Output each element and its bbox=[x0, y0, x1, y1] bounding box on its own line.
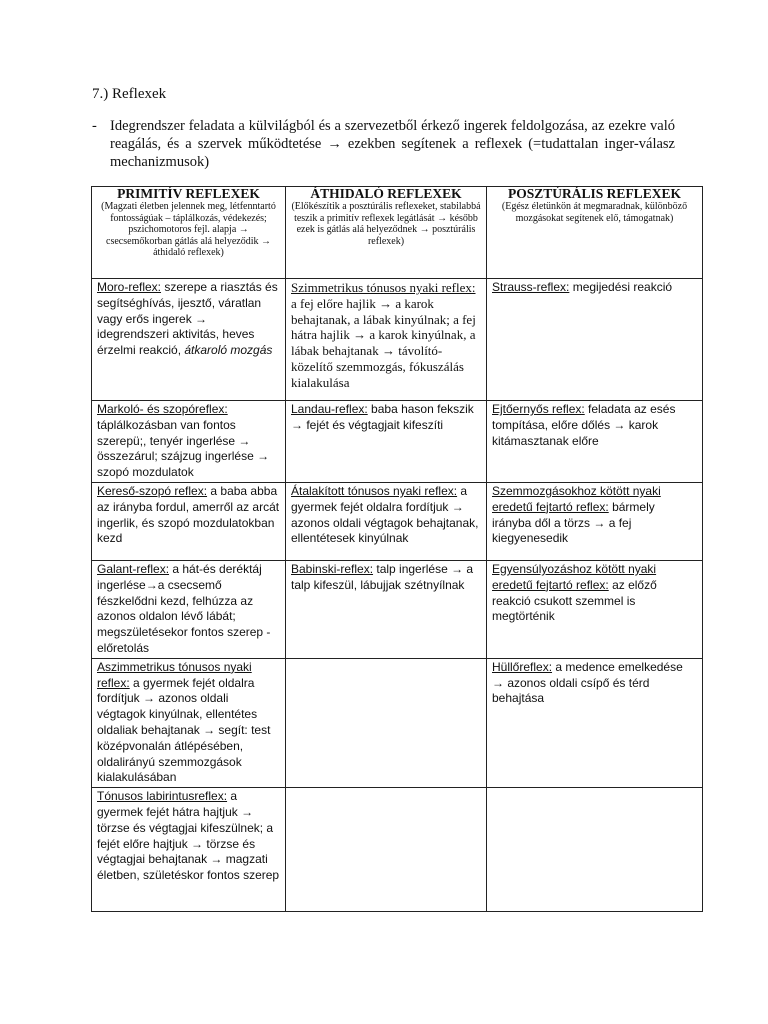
reflex-description: a medence emelkedése → azonos oldali csípő és térd behajtása bbox=[492, 659, 683, 706]
table-row bbox=[92, 658, 703, 787]
header-bridging bbox=[286, 187, 487, 279]
reflex-name: Kereső-szopó reflex: bbox=[97, 483, 208, 498]
table-cell bbox=[487, 279, 703, 401]
table-cell bbox=[286, 482, 487, 560]
table-cell bbox=[92, 482, 286, 560]
table-cell bbox=[92, 401, 286, 483]
section-heading: 7.) Reflexek bbox=[92, 86, 167, 102]
header-primitive bbox=[92, 187, 286, 279]
reflex-name: Szemmozgásokhoz kötött nyaki eredetű fejtartó reflex: bbox=[492, 483, 661, 514]
table-cell bbox=[92, 560, 286, 658]
header-note: (Előkészítik a posztúrális reflexeket, stabilabbá teszik a primitív reflexek legátlását → később ezek is gátlás alá helyeződnek → posztúrális reflexek) bbox=[291, 201, 481, 247]
reflex-description: talp ingerlése → a talp kifeszül, lábujjak szétnyílnak bbox=[291, 561, 474, 592]
reflex-name: Hüllőreflex: bbox=[492, 659, 553, 674]
reflex-name: Strauss-reflex: bbox=[492, 280, 570, 294]
reflex-name: Tónusos labirintusreflex: bbox=[97, 789, 228, 804]
reflex-name: Markoló- és szopóreflex: bbox=[97, 402, 228, 416]
header-postural bbox=[487, 187, 703, 279]
table-cell bbox=[487, 560, 703, 658]
table-cell-empty bbox=[286, 788, 487, 912]
table-cell bbox=[92, 788, 286, 912]
reflex-name: Aszimmetrikus tónusos nyaki reflex: bbox=[97, 659, 252, 690]
header-title: POSZTÚRÁLIS REFLEXEK bbox=[508, 186, 681, 201]
table-cell bbox=[286, 401, 487, 483]
header-title: PRIMITÍV REFLEXEK bbox=[117, 186, 260, 201]
reflex-description: megijedési reakció bbox=[569, 280, 673, 294]
header-note: (Magzati életben jelennek meg, létfenntartó fontosságúak – táplálkozás, védekezés; pszichomotoros fejl. alapja → csecsemőkorban gátlás alá helyeződik → áthidaló reflexek) bbox=[101, 201, 276, 258]
table-header-row bbox=[92, 187, 703, 279]
bullet-dash: - bbox=[92, 118, 97, 134]
reflex-description: baba hason fekszik → fejét és végtagjait kifeszíti bbox=[291, 402, 474, 432]
reflex-name: Babinski-reflex: bbox=[291, 561, 374, 576]
table-cell bbox=[487, 482, 703, 560]
reflex-description: a gyermek fejét hátra hajtjuk → törzse és végtagjai kifeszülnek; a fejét előre hajtjuk → törzse és végtagjai behajtanak → magzati életben, születéskor fontos szerep bbox=[97, 789, 280, 883]
header-title: ÁTHIDALÓ REFLEXEK bbox=[310, 186, 462, 201]
reflex-name: Ejtőernyős reflex: bbox=[492, 402, 585, 416]
reflex-description: a baba abba az irányba fordul, amerről az arcát ingerlik, és szopó mozdulatokban kezd bbox=[97, 483, 280, 546]
reflex-name: Szimmetrikus tónusos nyaki reflex: bbox=[291, 280, 476, 295]
reflex-description: bármely irányba dől a törzs → a fej kiegyenesedik bbox=[492, 499, 655, 546]
table-row bbox=[92, 482, 703, 560]
intro-paragraph bbox=[92, 117, 675, 171]
reflex-description: a gyermek fejét oldalra fordítjuk → azonos oldali végtagok kinyúlnak, ellentétes oldaliak behajtanak → segít: test középvonalán átlépésében, oldalirányú szemmozgások kialakulásában bbox=[97, 675, 271, 785]
table-row bbox=[92, 560, 703, 658]
reflex-description: szerepe a riasztás és segítséghívás, ijesztő, váratlan vagy erős ingerek → idegrendszeri aktivitás, heves érzelmi reakció, bbox=[97, 280, 278, 358]
reflex-description: a fej előre hajlik → a karok behajtanak, a lábak kinyúlnak; a fej hátra hajlik → a karok kinyúlnak, a lábak behajtanak → távolító-közelítő szemmozgás, fókuszálás kialakulása bbox=[291, 295, 476, 390]
table-cell bbox=[92, 279, 286, 401]
table-cell-empty bbox=[487, 788, 703, 912]
header-note: (Egész életünkön át megmaradnak, különböző mozgásokat segítenek elő, támogatnak) bbox=[501, 201, 688, 224]
reflex-description: táplálkozásban van fontos szerepü;, tenyér ingerlése → összezárul; szájzug ingerlése → szopó mozdulatok bbox=[97, 417, 270, 480]
reflex-name: Átalakított tónusos nyaki reflex: bbox=[291, 483, 458, 498]
reflex-name: Moro-reflex: bbox=[97, 280, 162, 294]
reflex-description: a hát-és deréktáj ingerlése→a csecsemő fészkelődni kezd, felhúzza az azonos oldalon lévő lábát; megszületésekor fontos szerep - előretolás bbox=[97, 561, 271, 655]
table-cell bbox=[92, 658, 286, 787]
table-cell bbox=[286, 560, 487, 658]
table-cell bbox=[286, 279, 487, 401]
reflex-table bbox=[91, 186, 703, 912]
reflex-name: Landau-reflex: bbox=[291, 402, 368, 416]
reflex-description: a gyermek fejét oldalra fordítjuk → azonos oldali végtagok behajtanak, ellentétesek kinyúlnak bbox=[291, 483, 479, 546]
table-cell-empty bbox=[286, 658, 487, 787]
table-cell bbox=[487, 401, 703, 483]
reflex-name: Galant-reflex: bbox=[97, 561, 170, 576]
reflex-description: az előző reakció csukott szemmel is megtörténik bbox=[492, 577, 657, 624]
reflex-description-italic: átkaroló mozgás bbox=[184, 343, 273, 358]
table-row bbox=[92, 401, 703, 483]
table-cell bbox=[487, 658, 703, 787]
reflex-description: feladata az esés tompítása, előre dőlés → karok kitámasztanak előre bbox=[492, 402, 676, 448]
table-row bbox=[92, 279, 703, 401]
intro-text: Idegrendszer feladata a külvilágból és a szervezetből érkező ingerek feldolgozása, az ezekre való reagálás, és a szervek működtetése → ezekben segítenek a reflexek (=tudattalan inger-válasz mechanizmusok) bbox=[110, 118, 675, 170]
reflex-name: Egyensúlyozáshoz kötött nyaki eredetű fejtartó reflex: bbox=[492, 561, 657, 592]
table-row bbox=[92, 788, 703, 912]
